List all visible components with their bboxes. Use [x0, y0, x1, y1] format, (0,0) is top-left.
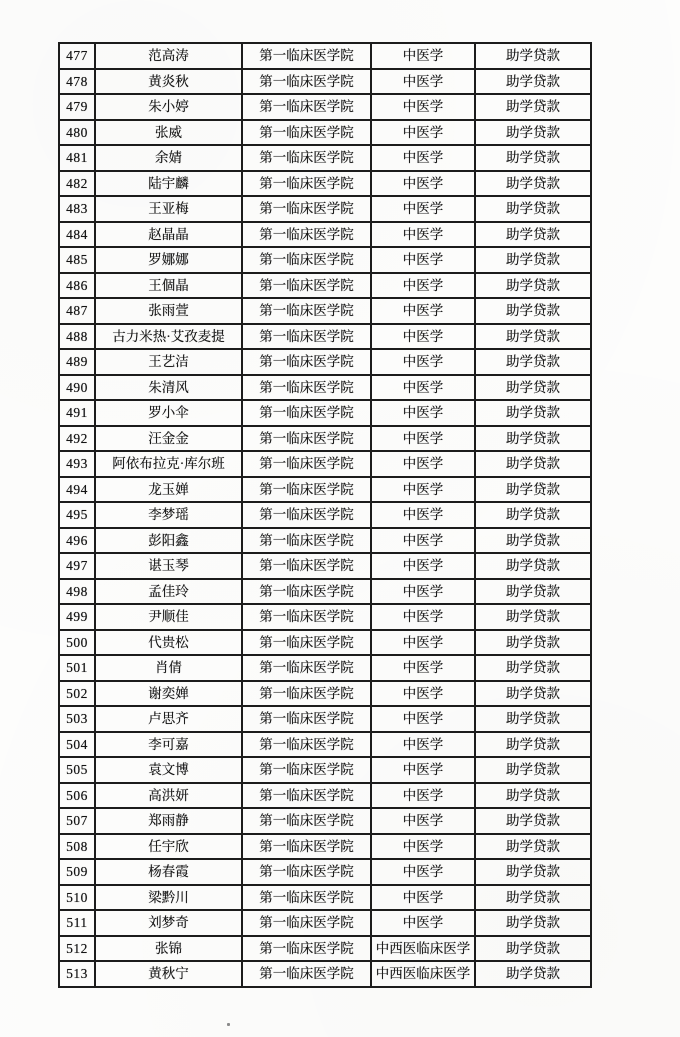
major-cell: 中医学: [371, 859, 475, 885]
major-cell: 中医学: [371, 69, 475, 95]
aid-type-cell: 助学贷款: [475, 885, 591, 911]
student-name-cell: 高洪妍: [95, 783, 242, 809]
college-cell: 第一临床医学院: [242, 171, 371, 197]
aid-type-cell: 助学贷款: [475, 451, 591, 477]
college-cell: 第一临床医学院: [242, 477, 371, 503]
college-cell: 第一临床医学院: [242, 400, 371, 426]
college-cell: 第一临床医学院: [242, 324, 371, 350]
table-row: [59, 451, 591, 477]
row-number-cell: 477: [59, 43, 95, 69]
major-cell: 中西医临床医学: [371, 961, 475, 987]
aid-type-cell: 助学贷款: [475, 961, 591, 987]
major-cell: 中医学: [371, 655, 475, 681]
college-cell: 第一临床医学院: [242, 120, 371, 146]
aid-type-cell: 助学贷款: [475, 324, 591, 350]
table-row: [59, 349, 591, 375]
table-row: [59, 43, 591, 69]
row-number-cell: 478: [59, 69, 95, 95]
college-cell: 第一临床医学院: [242, 502, 371, 528]
row-number-cell: 506: [59, 783, 95, 809]
aid-type-cell: 助学贷款: [475, 477, 591, 503]
aid-type-cell: 助学贷款: [475, 757, 591, 783]
major-cell: 中医学: [371, 400, 475, 426]
student-name-cell: 李可嘉: [95, 732, 242, 758]
student-name-cell: 张雨萱: [95, 298, 242, 324]
student-name-cell: 肖倩: [95, 655, 242, 681]
college-cell: 第一临床医学院: [242, 961, 371, 987]
table-row: [59, 961, 591, 987]
student-name-cell: 陆宇麟: [95, 171, 242, 197]
row-number-cell: 492: [59, 426, 95, 452]
college-cell: 第一临床医学院: [242, 757, 371, 783]
student-name-cell: 孟佳玲: [95, 579, 242, 605]
row-number-cell: 479: [59, 94, 95, 120]
table-row: [59, 94, 591, 120]
table-row: [59, 783, 591, 809]
student-name-cell: 袁文博: [95, 757, 242, 783]
major-cell: 中医学: [371, 451, 475, 477]
major-cell: 中医学: [371, 324, 475, 350]
row-number-cell: 480: [59, 120, 95, 146]
student-name-cell: 杨春霞: [95, 859, 242, 885]
table-row: [59, 298, 591, 324]
college-cell: 第一临床医学院: [242, 375, 371, 401]
row-number-cell: 498: [59, 579, 95, 605]
major-cell: 中医学: [371, 349, 475, 375]
aid-type-cell: 助学贷款: [475, 196, 591, 222]
table-row: [59, 273, 591, 299]
student-name-cell: 朱清风: [95, 375, 242, 401]
table-row: [59, 502, 591, 528]
major-cell: 中医学: [371, 579, 475, 605]
row-number-cell: 487: [59, 298, 95, 324]
student-name-cell: 龙玉婵: [95, 477, 242, 503]
table-row: [59, 196, 591, 222]
major-cell: 中医学: [371, 528, 475, 554]
table-row: [59, 375, 591, 401]
college-cell: 第一临床医学院: [242, 834, 371, 860]
row-number-cell: 495: [59, 502, 95, 528]
table-row: [59, 222, 591, 248]
college-cell: 第一临床医学院: [242, 630, 371, 656]
student-name-cell: 郑雨静: [95, 808, 242, 834]
aid-type-cell: 助学贷款: [475, 120, 591, 146]
aid-type-cell: 助学贷款: [475, 553, 591, 579]
row-number-cell: 488: [59, 324, 95, 350]
student-name-cell: 汪金金: [95, 426, 242, 452]
major-cell: 中医学: [371, 553, 475, 579]
student-name-cell: 谢奕婵: [95, 681, 242, 707]
major-cell: 中医学: [371, 426, 475, 452]
aid-type-cell: 助学贷款: [475, 528, 591, 554]
major-cell: 中医学: [371, 222, 475, 248]
row-number-cell: 489: [59, 349, 95, 375]
row-number-cell: 481: [59, 145, 95, 171]
row-number-cell: 502: [59, 681, 95, 707]
table-row: [59, 247, 591, 273]
table-row: [59, 706, 591, 732]
row-number-cell: 482: [59, 171, 95, 197]
college-cell: 第一临床医学院: [242, 706, 371, 732]
college-cell: 第一临床医学院: [242, 579, 371, 605]
aid-type-cell: 助学贷款: [475, 298, 591, 324]
college-cell: 第一临床医学院: [242, 528, 371, 554]
college-cell: 第一临床医学院: [242, 553, 371, 579]
major-cell: 中医学: [371, 604, 475, 630]
major-cell: 中医学: [371, 732, 475, 758]
table-row: [59, 528, 591, 554]
table-row: [59, 681, 591, 707]
ink-speck: [227, 1023, 230, 1026]
table-row: [59, 426, 591, 452]
major-cell: 中医学: [371, 630, 475, 656]
major-cell: 中医学: [371, 43, 475, 69]
table-row: [59, 579, 591, 605]
major-cell: 中医学: [371, 247, 475, 273]
table-row: [59, 171, 591, 197]
aid-type-cell: 助学贷款: [475, 910, 591, 936]
table-row: [59, 732, 591, 758]
college-cell: 第一临床医学院: [242, 732, 371, 758]
major-cell: 中医学: [371, 477, 475, 503]
student-name-cell: 张威: [95, 120, 242, 146]
student-name-cell: 刘梦奇: [95, 910, 242, 936]
student-name-cell: 谌玉琴: [95, 553, 242, 579]
college-cell: 第一临床医学院: [242, 451, 371, 477]
major-cell: 中医学: [371, 681, 475, 707]
college-cell: 第一临床医学院: [242, 196, 371, 222]
major-cell: 中医学: [371, 808, 475, 834]
student-name-cell: 代贵松: [95, 630, 242, 656]
student-name-cell: 余婧: [95, 145, 242, 171]
row-number-cell: 503: [59, 706, 95, 732]
aid-type-cell: 助学贷款: [475, 247, 591, 273]
major-cell: 中医学: [371, 171, 475, 197]
major-cell: 中医学: [371, 502, 475, 528]
college-cell: 第一临床医学院: [242, 222, 371, 248]
college-cell: 第一临床医学院: [242, 655, 371, 681]
table-row: [59, 808, 591, 834]
row-number-cell: 493: [59, 451, 95, 477]
student-name-cell: 王個晶: [95, 273, 242, 299]
row-number-cell: 508: [59, 834, 95, 860]
row-number-cell: 507: [59, 808, 95, 834]
college-cell: 第一临床医学院: [242, 681, 371, 707]
major-cell: 中西医临床医学: [371, 936, 475, 962]
table-row: [59, 145, 591, 171]
table-row: [59, 324, 591, 350]
major-cell: 中医学: [371, 375, 475, 401]
college-cell: 第一临床医学院: [242, 783, 371, 809]
row-number-cell: 496: [59, 528, 95, 554]
row-number-cell: 483: [59, 196, 95, 222]
major-cell: 中医学: [371, 196, 475, 222]
student-name-cell: 任宇欣: [95, 834, 242, 860]
aid-type-cell: 助学贷款: [475, 732, 591, 758]
aid-type-cell: 助学贷款: [475, 604, 591, 630]
table-row: [59, 477, 591, 503]
student-name-cell: 阿依布拉克·库尔班: [95, 451, 242, 477]
table-row: [59, 936, 591, 962]
major-cell: 中医学: [371, 273, 475, 299]
row-number-cell: 511: [59, 910, 95, 936]
major-cell: 中医学: [371, 834, 475, 860]
major-cell: 中医学: [371, 120, 475, 146]
aid-type-cell: 助学贷款: [475, 502, 591, 528]
major-cell: 中医学: [371, 910, 475, 936]
student-name-cell: 李梦瑶: [95, 502, 242, 528]
college-cell: 第一临床医学院: [242, 859, 371, 885]
student-name-cell: 彭阳鑫: [95, 528, 242, 554]
major-cell: 中医学: [371, 145, 475, 171]
aid-type-cell: 助学贷款: [475, 630, 591, 656]
aid-type-cell: 助学贷款: [475, 579, 591, 605]
aid-type-cell: 助学贷款: [475, 94, 591, 120]
college-cell: 第一临床医学院: [242, 273, 371, 299]
college-cell: 第一临床医学院: [242, 247, 371, 273]
college-cell: 第一临床医学院: [242, 936, 371, 962]
aid-type-cell: 助学贷款: [475, 426, 591, 452]
student-name-cell: 尹顺佳: [95, 604, 242, 630]
table-row: [59, 400, 591, 426]
major-cell: 中医学: [371, 757, 475, 783]
table-row: [59, 604, 591, 630]
aid-type-cell: 助学贷款: [475, 655, 591, 681]
student-name-cell: 赵晶晶: [95, 222, 242, 248]
table-row: [59, 859, 591, 885]
row-number-cell: 494: [59, 477, 95, 503]
college-cell: 第一临床医学院: [242, 298, 371, 324]
student-name-cell: 黄炎秋: [95, 69, 242, 95]
student-name-cell: 张锦: [95, 936, 242, 962]
row-number-cell: 484: [59, 222, 95, 248]
college-cell: 第一临床医学院: [242, 604, 371, 630]
row-number-cell: 500: [59, 630, 95, 656]
row-number-cell: 490: [59, 375, 95, 401]
aid-type-cell: 助学贷款: [475, 681, 591, 707]
table-row: [59, 69, 591, 95]
student-name-cell: 黄秋宁: [95, 961, 242, 987]
aid-type-cell: 助学贷款: [475, 834, 591, 860]
student-name-cell: 王亚梅: [95, 196, 242, 222]
college-cell: 第一临床医学院: [242, 808, 371, 834]
row-number-cell: 499: [59, 604, 95, 630]
row-number-cell: 485: [59, 247, 95, 273]
row-number-cell: 486: [59, 273, 95, 299]
table-row: [59, 757, 591, 783]
row-number-cell: 501: [59, 655, 95, 681]
aid-type-cell: 助学贷款: [475, 171, 591, 197]
major-cell: 中医学: [371, 783, 475, 809]
table-row: [59, 630, 591, 656]
student-name-cell: 王艺洁: [95, 349, 242, 375]
table-row: [59, 834, 591, 860]
row-number-cell: 504: [59, 732, 95, 758]
student-name-cell: 罗娜娜: [95, 247, 242, 273]
table-row: [59, 120, 591, 146]
major-cell: 中医学: [371, 94, 475, 120]
college-cell: 第一临床医学院: [242, 910, 371, 936]
college-cell: 第一临床医学院: [242, 94, 371, 120]
table-row: [59, 553, 591, 579]
aid-type-cell: 助学贷款: [475, 145, 591, 171]
student-name-cell: 朱小婷: [95, 94, 242, 120]
row-number-cell: 509: [59, 859, 95, 885]
table-row: [59, 910, 591, 936]
major-cell: 中医学: [371, 298, 475, 324]
table-row: [59, 885, 591, 911]
row-number-cell: 512: [59, 936, 95, 962]
student-aid-table: [58, 42, 592, 988]
aid-type-cell: 助学贷款: [475, 936, 591, 962]
student-name-cell: 梁黔川: [95, 885, 242, 911]
college-cell: 第一临床医学院: [242, 43, 371, 69]
aid-type-cell: 助学贷款: [475, 400, 591, 426]
aid-type-cell: 助学贷款: [475, 349, 591, 375]
aid-type-cell: 助学贷款: [475, 859, 591, 885]
student-name-cell: 卢思齐: [95, 706, 242, 732]
aid-type-cell: 助学贷款: [475, 808, 591, 834]
college-cell: 第一临床医学院: [242, 426, 371, 452]
row-number-cell: 491: [59, 400, 95, 426]
aid-type-cell: 助学贷款: [475, 375, 591, 401]
aid-type-cell: 助学贷款: [475, 783, 591, 809]
student-name-cell: 范高涛: [95, 43, 242, 69]
aid-type-cell: 助学贷款: [475, 222, 591, 248]
college-cell: 第一临床医学院: [242, 885, 371, 911]
aid-type-cell: 助学贷款: [475, 69, 591, 95]
table-row: [59, 655, 591, 681]
college-cell: 第一临床医学院: [242, 69, 371, 95]
major-cell: 中医学: [371, 885, 475, 911]
aid-type-cell: 助学贷款: [475, 706, 591, 732]
student-name-cell: 古力米热·艾孜麦提: [95, 324, 242, 350]
college-cell: 第一临床医学院: [242, 349, 371, 375]
aid-type-cell: 助学贷款: [475, 43, 591, 69]
row-number-cell: 497: [59, 553, 95, 579]
student-name-cell: 罗小伞: [95, 400, 242, 426]
row-number-cell: 510: [59, 885, 95, 911]
college-cell: 第一临床医学院: [242, 145, 371, 171]
row-number-cell: 513: [59, 961, 95, 987]
major-cell: 中医学: [371, 706, 475, 732]
aid-type-cell: 助学贷款: [475, 273, 591, 299]
row-number-cell: 505: [59, 757, 95, 783]
